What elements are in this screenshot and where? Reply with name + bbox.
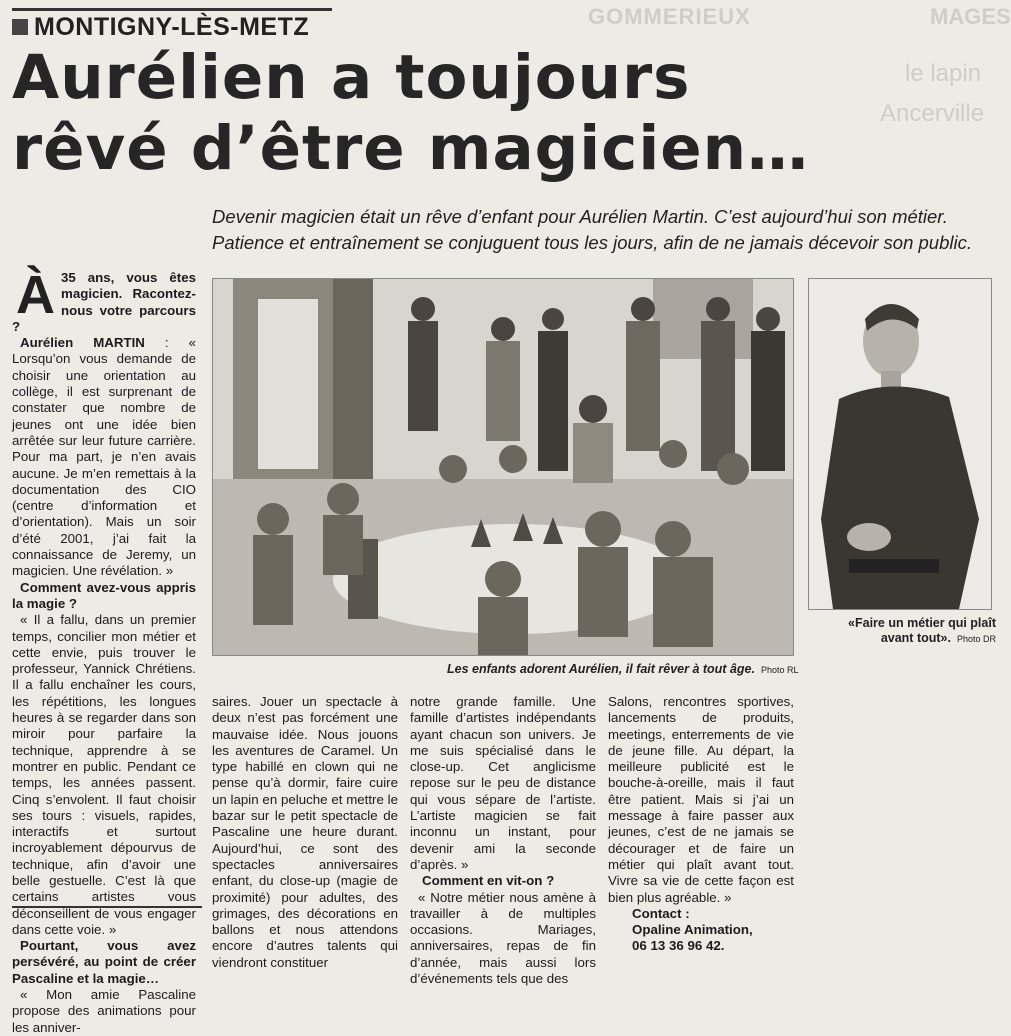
caption-line: avant tout». xyxy=(880,631,951,645)
main-photo-caption xyxy=(447,662,798,676)
interview-question: Comment en vit-on ? xyxy=(422,873,555,889)
interview-question: Pourtant, vous avez persévéré, au point de créer Pascaline et la magie… xyxy=(12,938,196,986)
article-paragraph: saires. Jouer un spectacle à deux n’est pas forcément une mauvaise idée. Nous jouons les aventures de Caramel. Un type habillé en clown qui ne pense qu’à dormir, faire cuire un lapin en peluche et mettre le bazar sur le petit spectacle de Pascaline une heure durant. Aujourd’hui, ce sont des spectacles anniversaires enfant, du close-up (magie de proximité) pour adultes, des grimages, des décorations en ballons et nous attendons encore d’autres talents qui viendront constituer xyxy=(212,694,398,970)
photo-credit: Photo RL xyxy=(760,665,799,675)
article-column-1 xyxy=(12,265,196,1035)
magician-portrait xyxy=(809,279,991,609)
interview-question: 35 ans, vous êtes magicien. Racontez-nous votre parcours ? xyxy=(12,270,196,334)
headline-line: Aurélien a toujours xyxy=(12,42,691,113)
standfirst-line: Devenir magicien était un rêve d’enfant pour Aurélien Martin. C’est aujourd’hui son métier. xyxy=(212,206,948,227)
caption-line: «Faire un métier qui plaît xyxy=(848,616,996,630)
headline-line: rêvé d’être magicien… xyxy=(12,113,810,184)
portrait-photo xyxy=(808,278,992,610)
section-kicker xyxy=(12,8,332,43)
portrait-caption xyxy=(806,616,996,647)
interview-answer: : « Lorsqu’on vous demande de choisir une orientation au collège, il est surprenant de constater que nombre de jeunes ont une idée bien arrêtée sur leur future carrière. Pour ma part, je n’en avais aucune. Je m’en remettais à la documentation des CIO (centre d’information et d’orientation). Mais un soir d’été 2001, j’ai fait la connaissance de Jeremy, un magicien. Une révélation. » xyxy=(12,335,196,579)
bleed-through-text: Ancerville xyxy=(880,100,985,127)
speaker-name: Aurélien MARTIN xyxy=(20,335,145,351)
kicker-square-icon xyxy=(12,19,28,35)
standfirst-line: Patience et entraînement se conjuguent tous les jours, afin de ne jamais décevoir son public. xyxy=(212,232,972,253)
bottom-rule xyxy=(12,906,202,922)
contact-name: Opaline Animation, xyxy=(632,922,753,938)
bleed-through-text: GOMMERIEUX xyxy=(588,4,751,29)
article-column-3 xyxy=(410,694,596,987)
interview-question: Comment avez-vous appris la magie ? xyxy=(12,579,196,611)
children-party-photo xyxy=(213,279,793,655)
main-photo xyxy=(212,278,794,656)
interview-answer: « Il a fallu, dans un premier temps, concilier mon métier et cette envie, puis trouver le professeur, Yannick Chrétiens. Il a fallu enchaîner les cours, les répétitions, les longues heures à se regarder dans son miroir pour parfaire la technique, apprendre à se montrer en public. Pendant ce temps, les années passent. Cinq s’envolent. Il faut choisir ses tours : visuels, rapides, interactifs et surtout incroyablement dépourvus de technique, afin d’avoir une belle gestuelle. C’est là que certains artistes vous déconseillent de vous engager dans cette voie. » xyxy=(12,612,196,937)
contact-label: Contact : xyxy=(632,905,690,921)
contact-phone: 06 13 36 96 42. xyxy=(632,938,725,954)
interview-answer: « Mon amie Pascaline propose des animations pour les anniver- xyxy=(12,987,196,1035)
caption-text: Les enfants adorent Aurélien, il fait rêver à tout âge. xyxy=(447,662,755,676)
standfirst xyxy=(212,204,992,256)
article-column-4 xyxy=(608,694,794,954)
article-paragraph: notre grande famille. Une famille d’artistes indépendants ayant chacun son univers. Je me suis spécialisé dans le close-up. Cet anglicisme repose sur le peu de distance qui vous sépare de l’artiste. L’artiste magicien se fait inconnu un instant, pour devenir ami la seconde d’après. » xyxy=(410,694,596,872)
article-paragraph: Salons, rencontres sportives, lancements de produits, meetings, enterrements de vie de jeune fille. Au départ, la meilleure publicité est le bouche-à-oreille, mais il faut être patient. Mais si j’ai un message à faire passer aux jeunes, c’est de ne jamais se décourager et de faire un métier qui plaît avant tout. Vivre sa vie de cette façon est bien plus agréable. » xyxy=(608,694,794,905)
bleed-through-text: MAGES xyxy=(930,4,1011,29)
kicker-text: MONTIGNY-LÈS-METZ xyxy=(34,12,310,41)
article-column-2 xyxy=(212,694,398,970)
drop-cap: À xyxy=(16,265,55,325)
bleed-through-text: le lapin xyxy=(905,60,982,87)
interview-answer: « Notre métier nous amène à travailler à de multiples occasions. Mariages, anniversaires, repas de fin d’année, mais aussi lors d’événements tels que des xyxy=(410,889,596,987)
headline xyxy=(12,42,892,184)
photo-credit: Photo DR xyxy=(956,634,996,644)
